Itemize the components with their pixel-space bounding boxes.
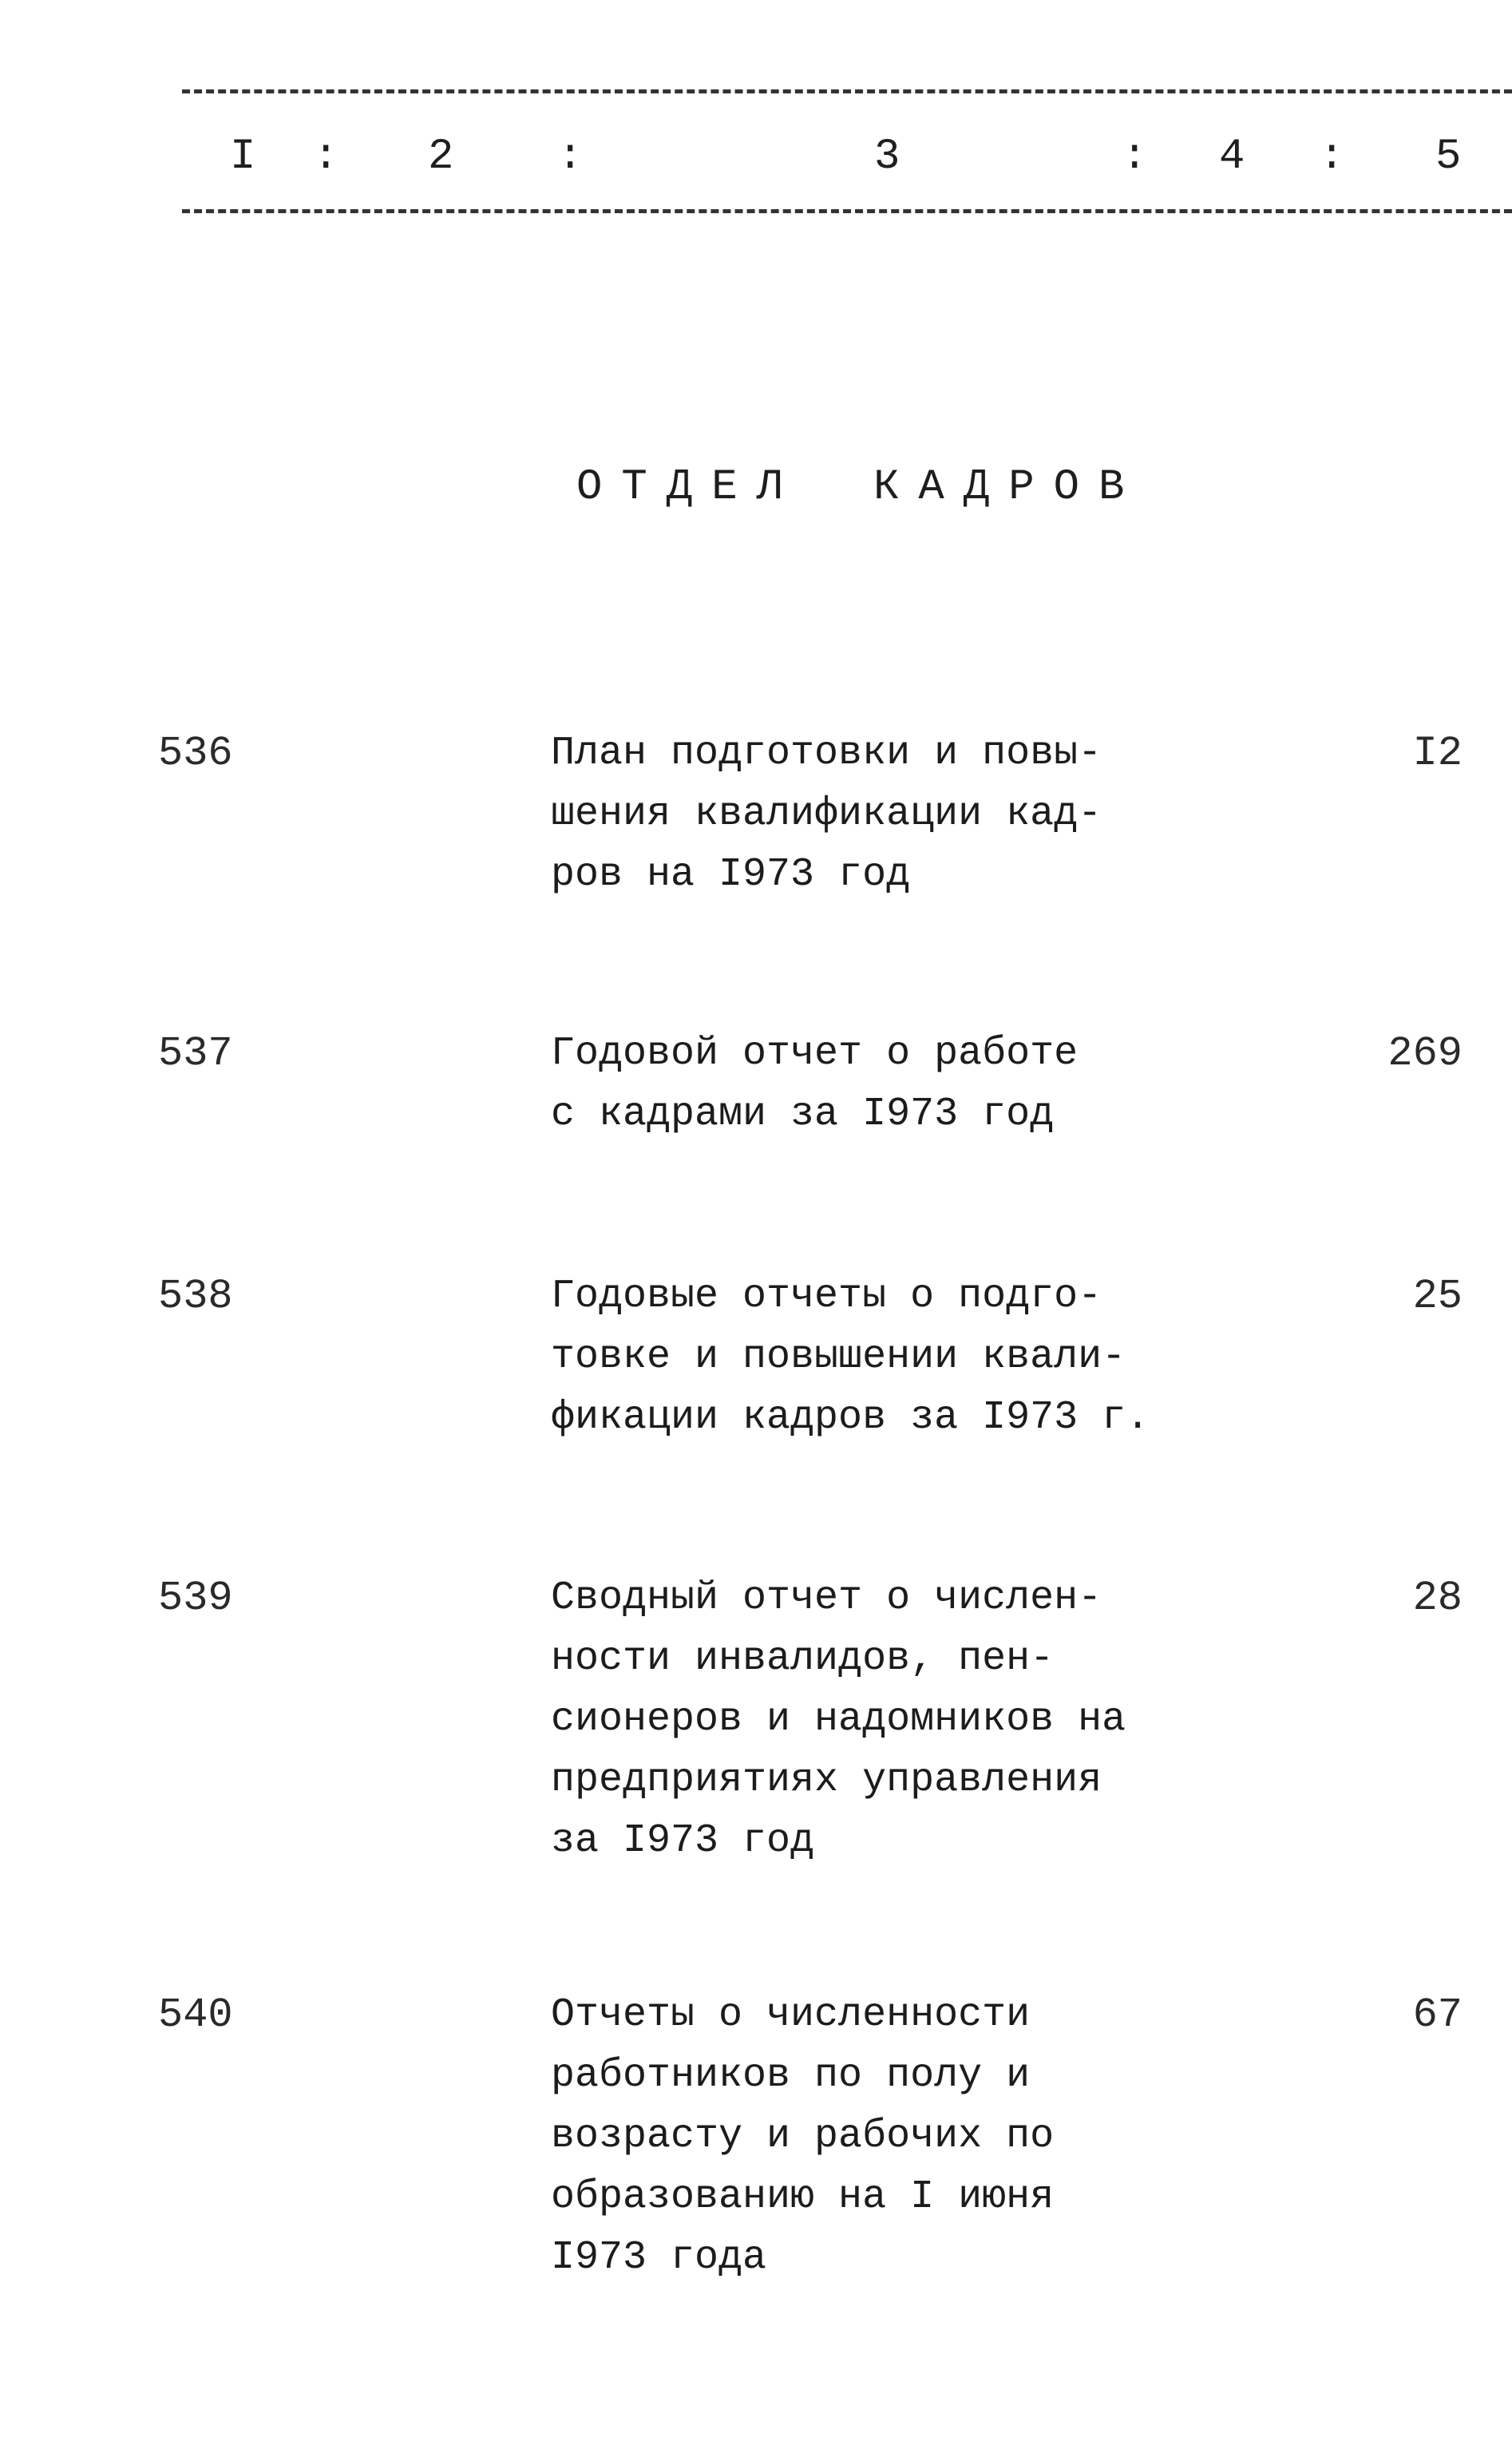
column-separator: : [557, 133, 584, 181]
record-sheet-count: 28 [1412, 1575, 1463, 1622]
record-number: 540 [158, 1991, 233, 2039]
record-number: 538 [158, 1273, 233, 1320]
column-number-3: 3 [874, 133, 900, 181]
record-title: Годовой отчет о работе с кадрами за I973 год [551, 1031, 1079, 1137]
section-heading-part1: ОТДЕЛ [576, 463, 802, 512]
record-title: Отчеты о численности работников по полу и возрасту и рабочих по образованию на I июня I973 года [551, 1992, 1055, 2281]
record-sheet-count: I2 [1412, 730, 1463, 777]
record-number: 539 [158, 1575, 233, 1622]
header-bottom-dashed-rule [182, 209, 1512, 213]
record-number: 537 [158, 1030, 233, 1077]
header-top-dashed-rule [182, 89, 1512, 93]
record-title: План подготовки и повы- шения квалификации кад- ров на I973 год [551, 731, 1102, 898]
column-separator: : [1319, 133, 1345, 181]
record-title: Сводный отчет о числен- ности инвалидов, пен- сионеров и надомников на предприятиях управления за I973 год [551, 1575, 1126, 1864]
record-number: 536 [158, 730, 233, 777]
section-heading [576, 463, 1143, 512]
column-separator: : [313, 133, 339, 181]
column-number-1: I [230, 133, 256, 181]
record-sheet-count: 269 [1387, 1030, 1463, 1077]
column-separator: : [1122, 133, 1148, 181]
section-heading-part2: КАДРОВ [873, 463, 1144, 512]
record-title: Годовые отчеты о подго- товке и повышении квали- фикации кадров за I973 г. [551, 1274, 1150, 1440]
column-number-4: 4 [1219, 133, 1245, 181]
record-sheet-count: 67 [1412, 1991, 1463, 2039]
column-number-5: 5 [1435, 133, 1462, 181]
column-number-2: 2 [428, 133, 454, 181]
record-sheet-count: 25 [1412, 1273, 1463, 1320]
